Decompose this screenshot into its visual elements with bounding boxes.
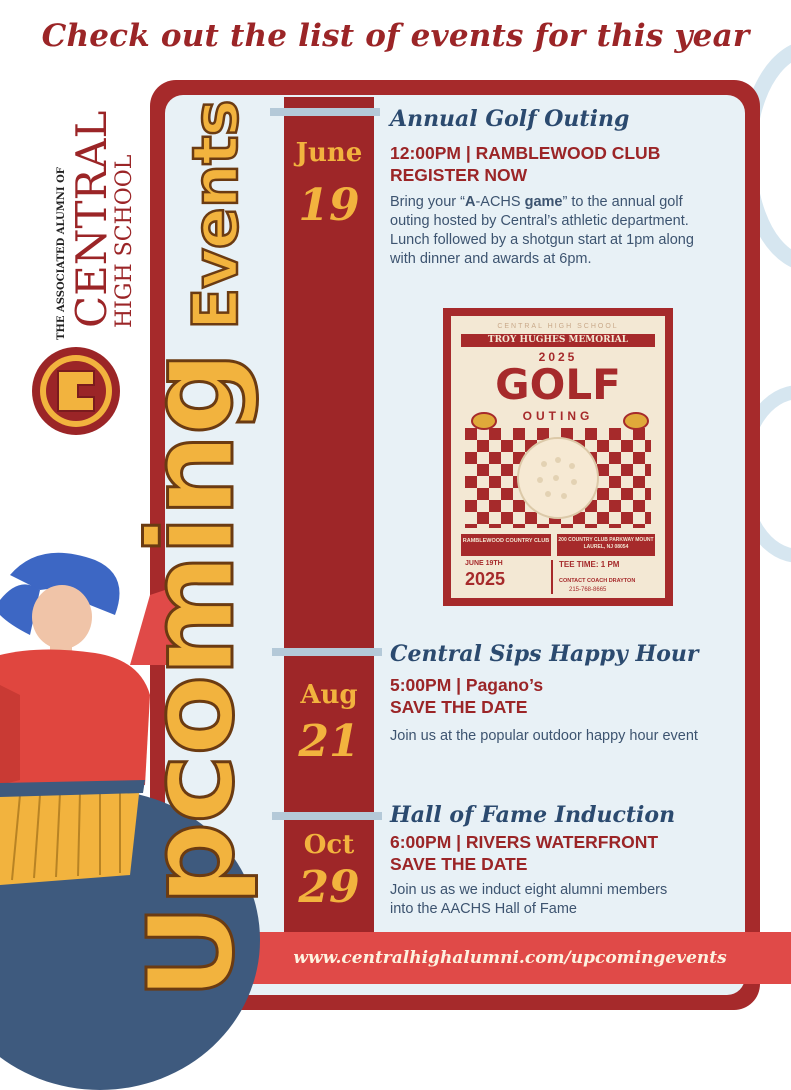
poster-date: JUNE 19TH [465, 560, 503, 567]
golf-outing-poster [443, 308, 673, 606]
timeline-tick [270, 108, 380, 116]
event-title: Central Sips Happy Hour [390, 641, 699, 667]
poster-banner: TROY HUGHES MEMORIAL [461, 334, 655, 347]
poster-tee-time: TEE TIME: 1 PM [559, 560, 620, 569]
association-line2: CENTRAL [67, 110, 116, 328]
event-day: 29 [298, 862, 360, 913]
poster-outing: OUTING [522, 409, 594, 423]
footer-url-link[interactable]: www.centralhighalumni.com/upcomingevents [293, 948, 727, 968]
poster-date-year: 2025 [465, 569, 506, 589]
poster-school: CENTRAL HIGH SCHOOL [497, 323, 619, 330]
c-logo-icon [30, 345, 122, 437]
page-heading: Check out the list of events for this year [41, 18, 750, 54]
event-day: 19 [298, 180, 360, 231]
event-cta: SAVE THE DATE [390, 854, 528, 874]
event-title: Hall of Fame Induction [390, 802, 676, 828]
poster-address: 200 COUNTRY CLUB PARKWAY MOUNT LAUREL, NJ 08054 [557, 534, 655, 556]
event-cta: REGISTER NOW [390, 165, 528, 185]
timeline-tick [272, 648, 382, 656]
poster-phone: 215-768-8665 [569, 587, 607, 593]
event-description: Bring your “A-ACHS game” to the annual golf outing hosted by Central’s athletic department. Lunch followed by a shotgun start at 1pm along with dinner and awards at 6pm. [390, 194, 694, 267]
poster-golf: GOLF [495, 360, 621, 409]
event-month: June [295, 138, 363, 168]
event-time-venue: 12:00PM | RAMBLEWOOD CLUB [390, 143, 661, 163]
event-day: 21 [298, 716, 360, 767]
event-time-venue: 5:00PM | Pagano’s [390, 675, 544, 695]
poster-year: 2025 [538, 350, 578, 364]
upcoming-word: Upcoming [122, 352, 260, 1000]
event-cta: SAVE THE DATE [390, 697, 528, 717]
event-description: Join us at the popular outdoor happy hour event [390, 728, 698, 744]
golf-ball-icon [516, 436, 600, 520]
poster-venue: RAMBLEWOOD COUNTRY CLUB [461, 534, 551, 556]
poster-contact: CONTACT COACH DRAYTON [559, 578, 636, 584]
event-description: Join us as we induct eight alumni members into the AACHS Hall of Fame [390, 882, 668, 917]
event-month: Oct [303, 830, 355, 860]
association-line1: THE ASSOCIATED ALUMNI OF [56, 167, 67, 340]
poster-divider [551, 560, 553, 594]
timeline-tick [272, 812, 382, 820]
event-title: Annual Golf Outing [390, 106, 630, 132]
event-time-venue: 6:00PM | RIVERS WATERFRONT [390, 832, 659, 852]
event-month: Aug [300, 680, 358, 710]
events-word: Events [179, 100, 252, 330]
association-line3: HIGH SCHOOL [112, 154, 137, 328]
